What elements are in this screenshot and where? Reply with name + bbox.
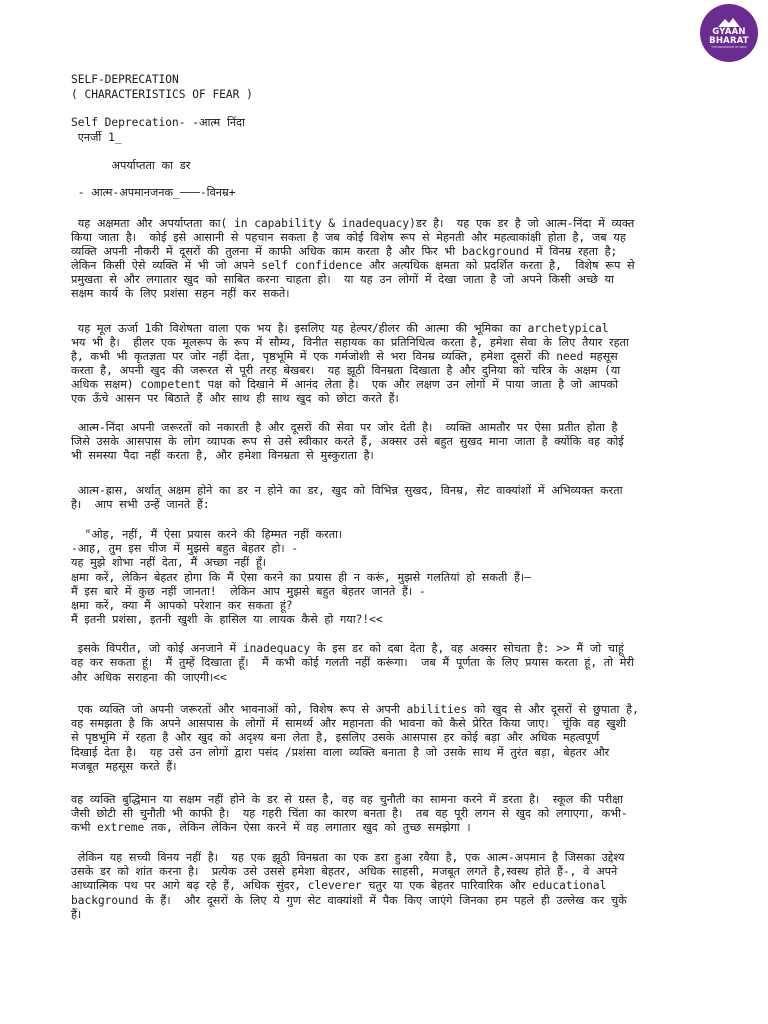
paragraph-5-line: यह मुझे शोभा नहीं देता, मैं अच्छा नहीं हूँ। [71, 556, 267, 570]
mountain-icon [718, 17, 740, 27]
paragraph-2-line: एक ऊँचे आसन पर बिठाते हैं और साथ ही साथ खुद को छोटा करते हैं। [71, 392, 399, 405]
paragraph-3-line: भी समस्या पैदा नहीं करता है, और हमेशा विनम्रता से मुस्कुराता है। [71, 449, 374, 462]
paragraph-9-line: लेकिन यह सच्ची विनय नहीं है। यह एक झूठी विनम्रता का एक डरा हुआ रवैया है, एक आत्म-अपमान है जिसका उद्देश्य [71, 851, 625, 864]
inability-label: अपर्याप्तता का डर [71, 159, 191, 172]
paragraph-3-line: जिसे उसके आसपास के लोग व्यापक रूप से उसे स्वीकार करते हैं, अक्सर उसे बहुत सुखद माना जाता है क्योंकि वह कोई [71, 435, 624, 448]
doc-title: SELF-DEPRECATION [71, 73, 179, 86]
paragraph-2-line: है, कभी भी कृतज्ञता पर जोर नहीं देता, पृष्ठभूमि में एक गर्मजोशी से भरा विनम्र व्यक्ति, हमेशा दूसरों की need महसूस [71, 350, 618, 363]
paragraph-2-line: करता है, अपनी खुद की जरूरत से पूरी तरह बेखबर। यह झूठी विनम्रता दिखाता है और दुनिया को चरित्र के अक्षम (या [71, 364, 621, 377]
energy-label: एनर्जी 1_ [71, 131, 122, 144]
paragraph-9-line: आध्यात्मिक पथ पर आगे बढ़ रहे हैं, अधिक सुंदर, cleverer चतुर या एक बेहतर पारिवारिक और educational [71, 879, 607, 893]
gyaan-bharat-logo[interactable] [700, 4, 758, 62]
paragraph-8-line: जैसी छोटी सी चुनौती भी काफी है। यह गहरी चिंता का कारण बनता है। तब वह पूरी लगन से खुद को लगाएगा, कभी- [71, 807, 628, 820]
paragraph-1-line: प्रमुखता से और लगातार खुद को साबित करना चाहता हो। या यह उन लोगों में देखा जाता है जो अपने किसी अच्छे या [71, 273, 614, 286]
doc-subtitle: ( CHARACTERISTICS OF FEAR ) [71, 88, 253, 101]
paragraph-4-line: आत्म-ह्रास, अर्थात् अक्षम होने का डर न होने का डर, खुद को विभिन्न सुखद, विनम्र, सेट वाक्यांशों में अभिव्यक्त करता [71, 484, 623, 497]
paragraph-8-line: वह व्यक्ति बुद्धिमान या सक्षम नहीं होने के डर से ग्रस्त है, वह वह चुनौती का सामना करने में डरता है। स्कूल की परीक्षा [71, 793, 624, 806]
paragraph-9-line: हैं। [71, 907, 82, 921]
paragraph-3-line: आत्म-निंदा अपनी जरूरतों को नकारती है और दूसरों की सेवा पर जोर देती है। व्यक्ति आमतौर पर ऐसा प्रतीत होता है [71, 421, 618, 434]
paragraph-5-line: -आह, तुम इस चीज में मुझसे बहुत बेहतर हो। - [71, 542, 299, 556]
paragraph-2-line: यह मूल ऊर्जा 1की विशेषता वाला एक भय है। इसलिए यह हेल्पर/हीलर की आत्मा की भूमिका का archetypical [71, 322, 609, 335]
paragraph-8-line: कभी extreme तक, लेकिन लेकिन ऐसा करने में वह लगातार खुद को तुच्छ समझेगा । [71, 821, 471, 834]
paragraph-9-line: उसके डर को शांत करना है। प्रत्येक उसे उससे हमेशा बेहतर, अधिक साहसी, मजबूत लगते है,स्वस्थ होते हैं-, वे अपने [71, 865, 618, 879]
section-heading: Self Deprecation- -आत्म निंदा [71, 116, 245, 129]
paragraph-1-line: यह अक्षमता और अपर्याप्तता का( in capability & inadequacy)डर है। यह एक डर है जो आत्म-निंदा में व्यक्त [71, 217, 635, 230]
paragraph-1-line: किया जाता है। कोई इसे आसानी से पहचान सकता है जब कोई विशेष रूप से मेहनती और महत्वाकांक्षी होता है, जब यह [71, 231, 626, 244]
paragraph-2-line: भय भी है। हीलर एक मूलरूप के रूप में सौम्य, विनीत सहायक का प्रतिनिधित्व करता है, हमेशा सेवा के लिए तैयार रहता [71, 336, 629, 349]
paragraph-1-line: सक्षम कार्य के लिए प्रशंसा सहन नहीं कर सकते। [71, 287, 290, 300]
paragraph-7-line: दिखाई देता है। यह उसे उन लोगों द्वारा पसंद /प्रशंसा वाला व्यक्ति बनाता है जो उसके साथ में तुरंत बड़ा, बेहतर और [71, 745, 610, 759]
humiliating-label: - आत्म-अपमानजनक_———-विनम्र+ [71, 186, 236, 199]
paragraph-6-line: और अधिक सराहना की जाएगी।<< [71, 670, 227, 684]
paragraph-7-line: वह समझता है कि अपने आसपास के लोगों में सामर्थ्य और महानता की भावना को कैसे प्रेरित किया जाए। चूंकि वह खुशी [71, 717, 626, 731]
paragraph-5-line: क्षमा करें, क्या मैं आपको परेशान कर सकता हूं? [71, 599, 293, 612]
paragraph-1-line: लेकिन किसी ऐसे व्यक्ति में भी जो अपने self confidence और अत्यधिक क्षमता को प्रदर्शित करता है, विशेष रूप से [71, 259, 635, 272]
paragraph-6-line: इसके विपरीत, जो कोई अनजाने में inadequacy के इस डर को दबा देता है, वह अक्सर सोचता है: >> मैं जो चाहूं [71, 642, 624, 655]
logo-line-2: BHARAT [709, 35, 749, 46]
paragraph-5-line: "ओह, नहीं, मैं ऐसा प्रयास करने की हिम्मत नहीं करता। [71, 528, 343, 541]
paragraph-7-line: एक व्यक्ति जो अपनी जरूरतों और भावनाओं को, विशेष रूप से अपनी abilities को खुद से और दूसरों से छुपाता है, [71, 703, 639, 716]
paragraph-1-line: व्यक्ति अपनी नौकरी में दूसरों की तुलना में काफी अधिक काम करता है और फिर भी background में विनम्र रहता है; [71, 245, 618, 258]
logo-line-1: GYAAN [712, 26, 746, 37]
logo-tagline: THE KNOWLEDGE OF INDIA [711, 45, 747, 49]
paragraph-5-line: मैं इस बारे में कुछ नहीं जानता! लेकिन आप मुझसे बहुत बेहतर जानते हैं। - [71, 584, 426, 598]
paragraph-7-line: मजबूत महसूस करते हैं। [71, 759, 177, 773]
paragraph-7-line: से पृष्ठभूमि में रहता है और खुद को अदृश्य बना लेता है, इसलिए उसके आसपास हर कोई बड़ा और अधिक महत्वपूर्ण [71, 731, 600, 745]
paragraph-2-line: अधिक सक्षम) competent पक्ष को दिखाने में आनंद लेता है। एक और लक्षण उन लोगों में पाया जाता है जो आपको [71, 378, 618, 391]
paragraph-4-line: है। आप सभी उन्हें जानते हैं: [71, 498, 210, 511]
paragraph-6-line: वह कर सकता हूं। मैं तुम्हें दिखाता हूँ। मैं कभी कोई गलती नहीं करूंगा। जब मैं पूर्णता के लिए प्रयास करता हूं, तो मेरी [71, 656, 634, 670]
paragraph-5-line: क्षमा करें, लेकिन बेहतर होगा कि मैं ऐसा करने का प्रयास ही न करूं, मुझसे गलतियां हो सकती हैं।— [71, 570, 531, 584]
paragraph-5-line: मैं इतनी प्रशंसा, इतनी खुशी के हासिल या लायक कैसे हो गया?!<< [71, 613, 383, 627]
paragraph-9-line: background के हैं। और दूसरों के लिए ये गुण सेट वाक्यांशों में पैक किए जाएंगे जिनका हम पहले ही उल्लेख कर चुके [71, 893, 627, 907]
